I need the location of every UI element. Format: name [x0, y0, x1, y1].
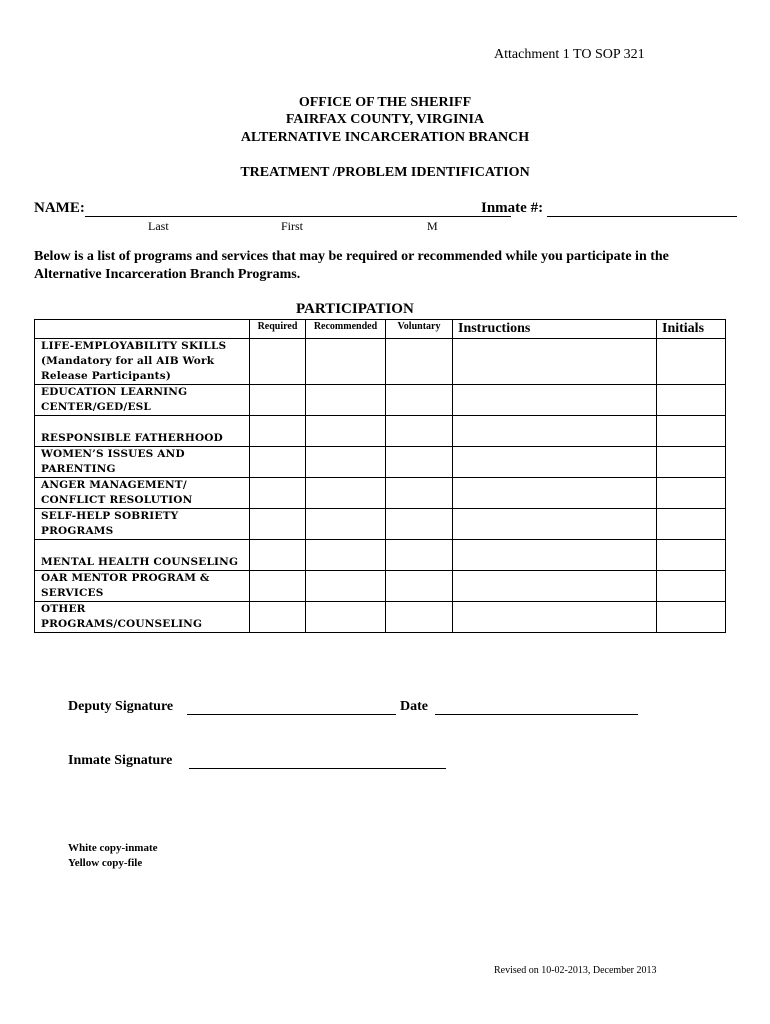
- date-label: Date: [400, 699, 428, 714]
- recommended-cell[interactable]: [306, 509, 386, 540]
- recommended-cell[interactable]: [306, 478, 386, 509]
- program-name: RESPONSIBLE FATHERHOOD: [35, 416, 250, 447]
- instructions-cell[interactable]: [453, 416, 657, 447]
- white-copy-note: White copy-inmate: [68, 842, 158, 854]
- inmate-number-field[interactable]: [547, 216, 737, 217]
- initials-cell[interactable]: [657, 416, 726, 447]
- branch-title: ALTERNATIVE INCARCERATION BRANCH: [240, 130, 530, 145]
- table-row: [35, 416, 726, 447]
- intro-paragraph: Below is a list of programs and services that may be required or recommended while you participate in the Alternative Incarceration Branch Programs.: [34, 249, 669, 282]
- column-instructions: Instructions: [453, 320, 657, 339]
- voluntary-cell[interactable]: [386, 540, 453, 571]
- last-name-caption: Last: [148, 219, 169, 233]
- required-cell[interactable]: [250, 571, 306, 602]
- column-recommended: Recommended: [306, 320, 386, 339]
- deputy-signature-label: Deputy Signature: [68, 699, 174, 714]
- table-row: [35, 571, 726, 602]
- yellow-copy-note: Yellow copy-file: [68, 857, 143, 869]
- recommended-cell[interactable]: [306, 602, 386, 633]
- date-field[interactable]: [435, 714, 638, 715]
- table-row: [35, 602, 726, 633]
- initials-cell[interactable]: [657, 540, 726, 571]
- voluntary-cell[interactable]: [386, 571, 453, 602]
- middle-initial-caption: M: [427, 219, 438, 233]
- instructions-cell[interactable]: [453, 339, 657, 385]
- instructions-cell[interactable]: [453, 602, 657, 633]
- required-cell[interactable]: [250, 478, 306, 509]
- program-name: OTHER PROGRAMS/COUNSELING: [35, 602, 250, 633]
- recommended-cell[interactable]: [306, 385, 386, 416]
- recommended-cell[interactable]: [306, 416, 386, 447]
- revision-note: Revised on 10-02-2013, December 2013: [494, 965, 657, 976]
- initials-cell[interactable]: [657, 447, 726, 478]
- initials-cell[interactable]: [657, 339, 726, 385]
- inmate-signature-field[interactable]: [189, 768, 446, 769]
- office-title: OFFICE OF THE SHERIFF: [298, 95, 472, 110]
- program-name: WOMEN’S ISSUES AND PARENTING: [35, 447, 250, 478]
- attachment-reference: Attachment 1 TO SOP 321: [494, 47, 645, 62]
- initials-cell[interactable]: [657, 509, 726, 540]
- program-table: [34, 319, 726, 633]
- required-cell[interactable]: [250, 385, 306, 416]
- table-row: [35, 339, 726, 385]
- voluntary-cell[interactable]: [386, 416, 453, 447]
- program-name: SELF-HELP SOBRIETY PROGRAMS: [35, 509, 250, 540]
- column-initials: Initials: [657, 320, 726, 339]
- county-title: FAIRFAX COUNTY, VIRGINIA: [285, 112, 485, 127]
- table-row: [35, 385, 726, 416]
- required-cell[interactable]: [250, 339, 306, 385]
- program-name: EDUCATION LEARNING CENTER/GED/ESL: [35, 385, 250, 416]
- recommended-cell[interactable]: [306, 339, 386, 385]
- initials-cell[interactable]: [657, 385, 726, 416]
- instructions-cell[interactable]: [453, 447, 657, 478]
- inmate-number-label: Inmate #:: [481, 200, 544, 216]
- name-label: NAME:: [34, 200, 85, 216]
- first-name-caption: First: [281, 219, 304, 233]
- instructions-cell[interactable]: [453, 509, 657, 540]
- required-cell[interactable]: [250, 540, 306, 571]
- required-cell[interactable]: [250, 602, 306, 633]
- voluntary-cell[interactable]: [386, 385, 453, 416]
- table-row: [35, 447, 726, 478]
- instructions-cell[interactable]: [453, 478, 657, 509]
- voluntary-cell[interactable]: [386, 509, 453, 540]
- program-name: MENTAL HEALTH COUNSELING: [35, 540, 250, 571]
- required-cell[interactable]: [250, 509, 306, 540]
- instructions-cell[interactable]: [453, 571, 657, 602]
- voluntary-cell[interactable]: [386, 339, 453, 385]
- program-name: OAR MENTOR PROGRAM & SERVICES: [35, 571, 250, 602]
- voluntary-cell[interactable]: [386, 478, 453, 509]
- table-row: [35, 478, 726, 509]
- required-cell[interactable]: [250, 416, 306, 447]
- column-voluntary: Voluntary: [386, 320, 453, 339]
- inmate-signature-label: Inmate Signature: [68, 753, 173, 768]
- initials-cell[interactable]: [657, 571, 726, 602]
- program-name: LIFE-EMPLOYABILITY SKILLS (Mandatory for all AIB Work Release Participants): [35, 339, 250, 385]
- recommended-cell[interactable]: [306, 571, 386, 602]
- table-row: [35, 540, 726, 571]
- initials-cell[interactable]: [657, 602, 726, 633]
- voluntary-cell[interactable]: [386, 447, 453, 478]
- participation-heading: PARTICIPATION: [296, 301, 414, 317]
- instructions-cell[interactable]: [453, 385, 657, 416]
- form-title: TREATMENT /PROBLEM IDENTIFICATION: [240, 165, 530, 180]
- program-column-header: [35, 320, 250, 339]
- column-required: Required: [250, 320, 306, 339]
- required-cell[interactable]: [250, 447, 306, 478]
- recommended-cell[interactable]: [306, 447, 386, 478]
- name-field[interactable]: [85, 216, 511, 217]
- recommended-cell[interactable]: [306, 540, 386, 571]
- initials-cell[interactable]: [657, 478, 726, 509]
- instructions-cell[interactable]: [453, 540, 657, 571]
- deputy-signature-field[interactable]: [187, 714, 396, 715]
- program-name: ANGER MANAGEMENT/ CONFLICT RESOLUTION: [35, 478, 250, 509]
- voluntary-cell[interactable]: [386, 602, 453, 633]
- table-row: [35, 509, 726, 540]
